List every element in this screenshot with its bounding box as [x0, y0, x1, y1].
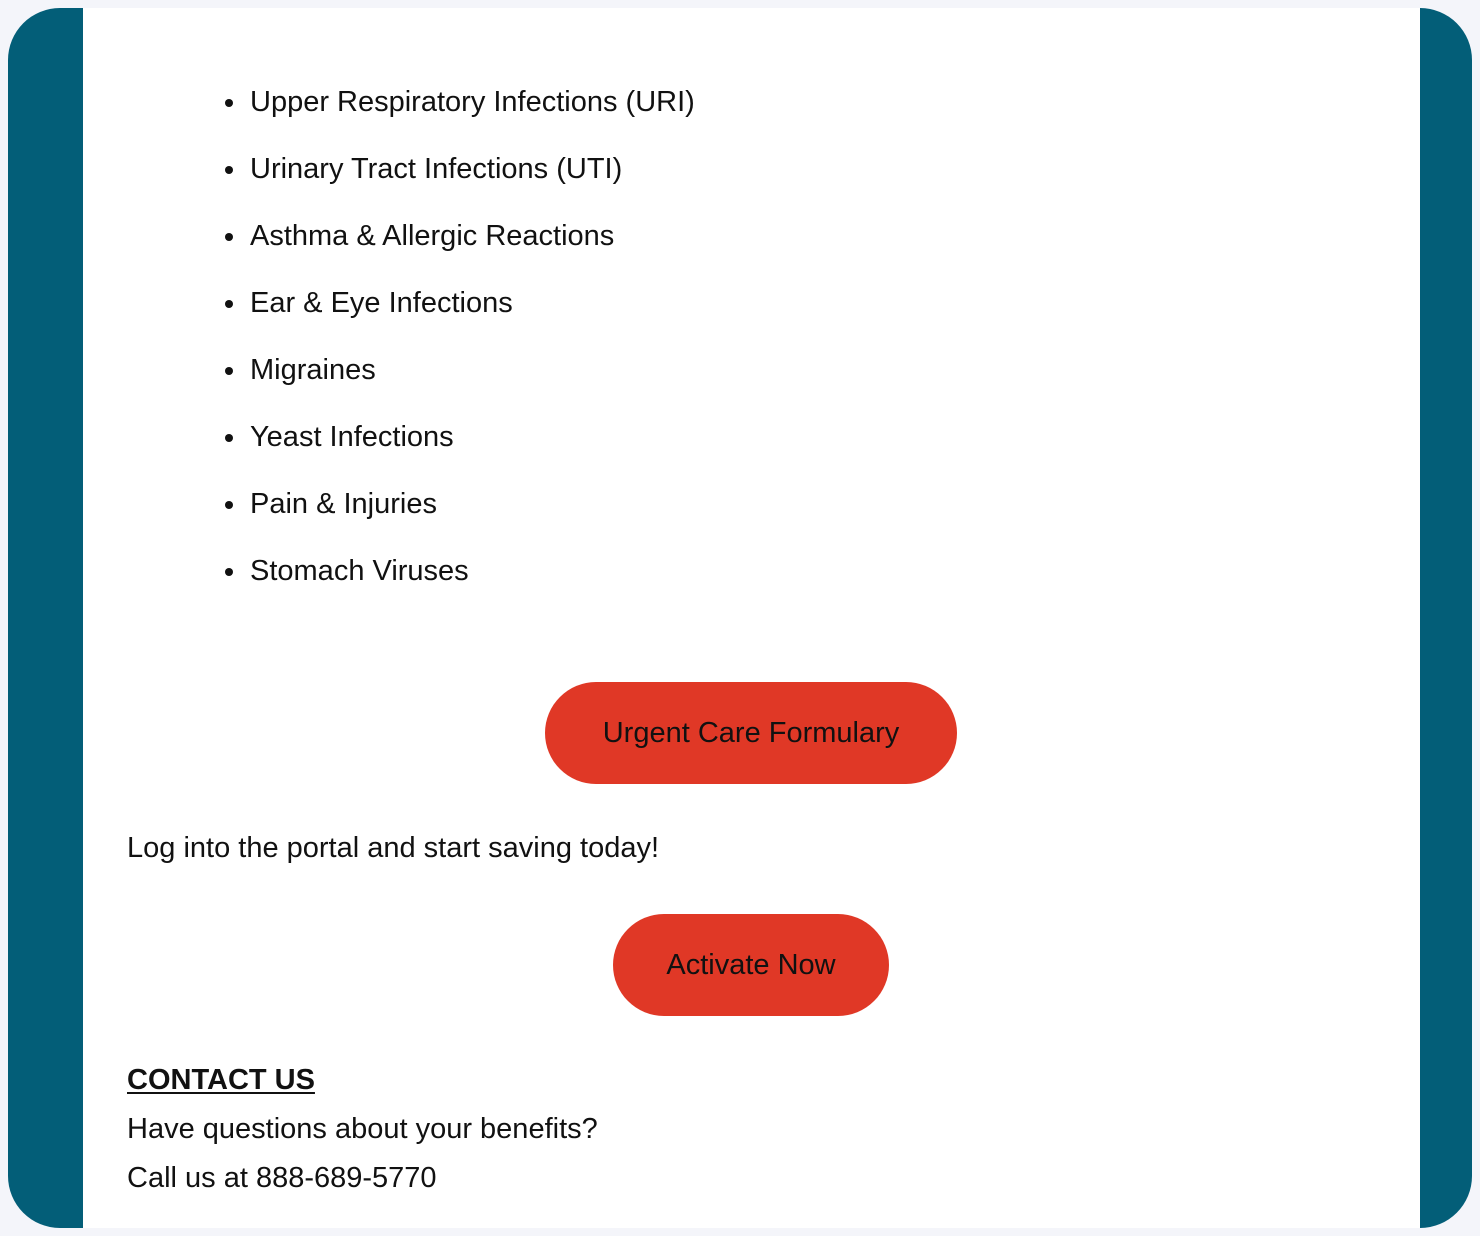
- activate-now-label: Activate Now: [666, 948, 836, 981]
- urgent-care-formulary-button[interactable]: [545, 682, 957, 784]
- activate-now-button[interactable]: [613, 914, 889, 1016]
- list-item: Ear & Eye Infections: [223, 281, 695, 348]
- list-item: Pain & Injuries: [223, 482, 695, 549]
- list-item: Upper Respiratory Infections (URI): [223, 80, 695, 147]
- list-item: Stomach Viruses: [223, 549, 695, 616]
- list-item: Asthma & Allergic Reactions: [223, 214, 695, 281]
- portal-message: Log into the portal and start saving today!: [127, 832, 660, 864]
- contact-phone: Call us at 888-689-5770: [127, 1162, 437, 1194]
- email-frame: [8, 8, 1472, 1228]
- contact-heading: CONTACT US: [127, 1064, 315, 1096]
- conditions-list: [223, 80, 695, 616]
- urgent-care-formulary-label: Urgent Care Formulary: [602, 716, 900, 749]
- list-item: Yeast Infections: [223, 415, 695, 482]
- list-item: Migraines: [223, 348, 695, 415]
- email-content: [83, 8, 1420, 1228]
- contact-question: Have questions about your benefits?: [127, 1113, 598, 1145]
- list-item: Urinary Tract Infections (UTI): [223, 147, 695, 214]
